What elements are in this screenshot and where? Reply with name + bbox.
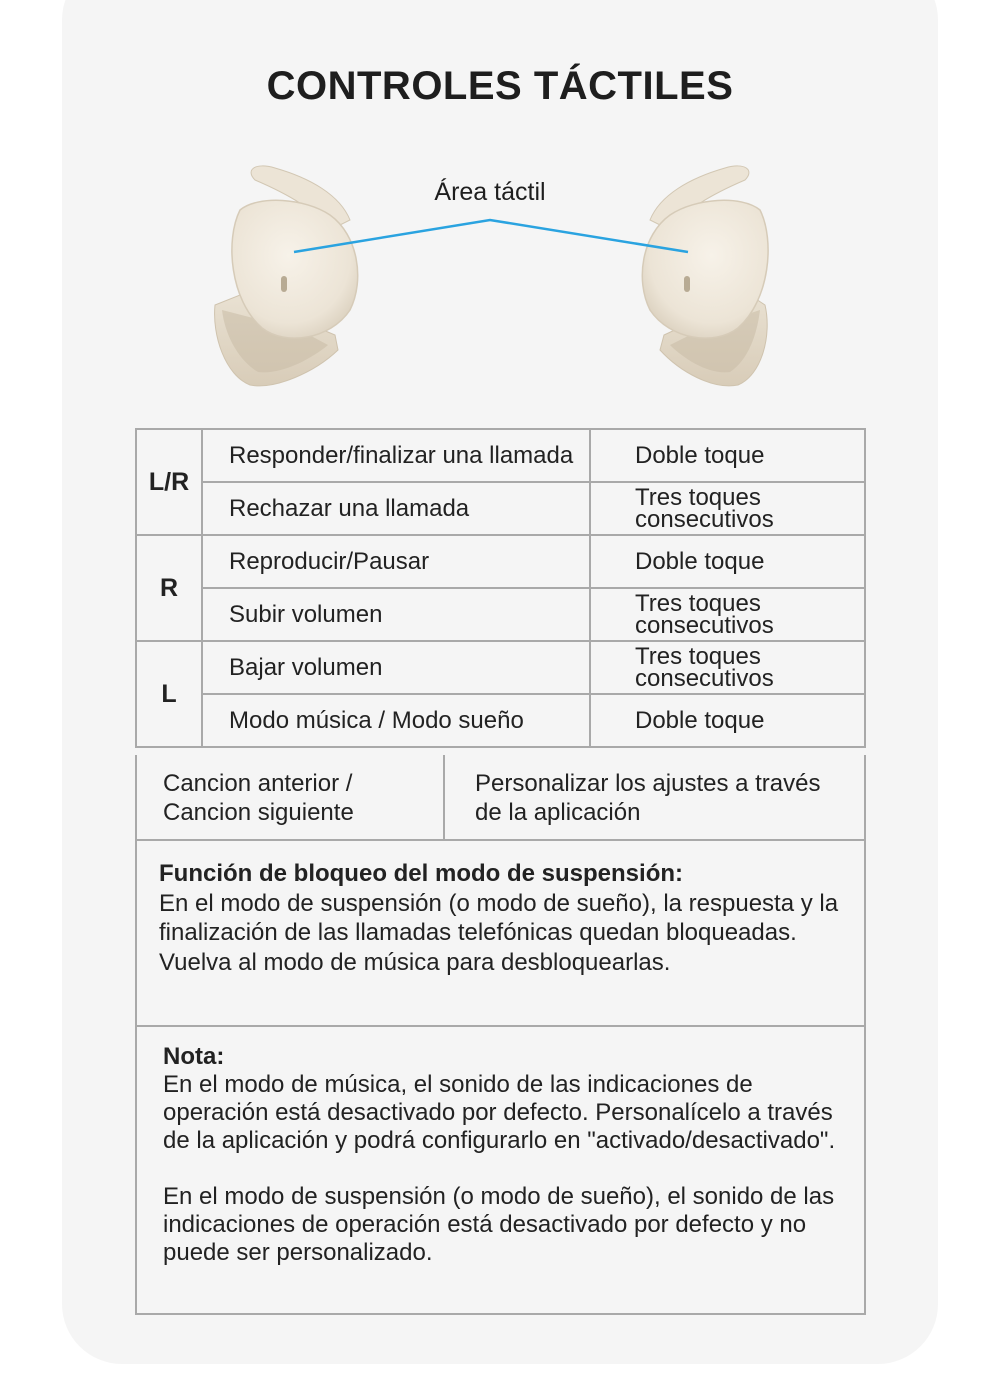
sleep-lock-heading: Función de bloqueo del modo de suspensión: [159, 860, 684, 887]
sleep-lock-box [135, 841, 866, 1027]
left-earbud [215, 166, 358, 386]
custom-controls-box [135, 755, 866, 841]
custom-action: Cancion anterior / Cancion siguiente [163, 770, 354, 826]
sleep-lock-text: En el modo de suspensión (o modo de sueño), la respuesta y la finalización de las llamadas telefónicas quedan bloqueadas. Vuelva al modo de música para desbloquearlas. [159, 889, 839, 976]
table-row [136, 641, 865, 694]
note-paragraph-2: En el modo de suspensión (o modo de sueño), el sonido de las indicaciones de operación está desactivado por defecto y no puede ser personalizado. [163, 1183, 835, 1266]
action-cell: Rechazar una llamada [202, 482, 590, 535]
gesture-cell: Doble toque [590, 429, 865, 482]
note-paragraph-1: En el modo de música, el sonido de las indicaciones de operación está desactivado por defecto. Personalícelo a través de la aplicación y podrá configurarlo en "activado/desactivado". [163, 1071, 836, 1154]
earbuds-illustration [0, 150, 1000, 410]
action-cell: Subir volumen [202, 588, 590, 641]
table-row [136, 588, 865, 641]
page-title: CONTROLES TÁCTILES [266, 64, 734, 108]
action-cell: Modo música / Modo sueño [202, 694, 590, 747]
gesture-cell: Doble toque [590, 535, 865, 588]
note-box [135, 1027, 866, 1315]
action-cell: Responder/finalizar una llamada [202, 429, 590, 482]
gesture-cell: Doble toque [590, 694, 865, 747]
divider [443, 755, 445, 839]
action-cell: Bajar volumen [202, 641, 590, 694]
side-label: L/R [136, 429, 202, 535]
right-earbud [642, 166, 768, 386]
table-row [136, 535, 865, 588]
action-cell: Reproducir/Pausar [202, 535, 590, 588]
side-label: L [136, 641, 202, 747]
side-label: R [136, 535, 202, 641]
touch-area-label: Área táctil [434, 178, 546, 206]
controls-table [135, 428, 866, 748]
table-row [136, 694, 865, 747]
gesture-cell: Tres toques consecutivos [590, 641, 865, 694]
table-row [136, 429, 865, 482]
gesture-cell: Tres toques consecutivos [590, 588, 865, 641]
note-heading: Nota: [163, 1043, 225, 1070]
gesture-cell: Tres toques consecutivos [590, 482, 865, 535]
custom-gesture: Personalizar los ajustes a través de la aplicación [475, 770, 821, 826]
table-row [136, 482, 865, 535]
